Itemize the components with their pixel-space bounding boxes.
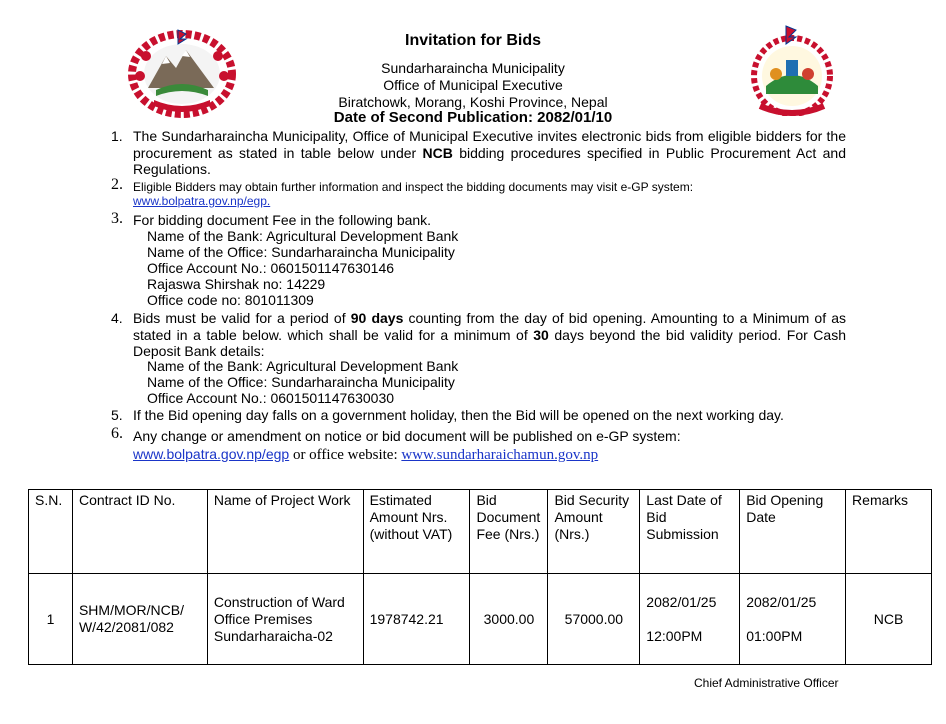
item-number: 5. [111,407,123,423]
item-number: 3. [111,210,123,227]
deposit-bank-line: Name of the Bank: Agricultural Development Bank [147,358,459,374]
column-header: Contract ID No. [72,490,207,574]
item-number: 4. [111,310,123,326]
address: Biratchowk, Morang, Koshi Province, Nepal [338,94,608,110]
column-header: S.N. [29,490,73,574]
fee-bank-line: Name of the Bank: Agricultural Development Bank [147,228,459,244]
fee-bank-line: Office Account No.: 0601501147630146 [147,260,395,276]
cell-sn: 1 [29,574,73,665]
signature-title: Chief Administrative Officer [694,676,839,690]
column-header: Bid Document Fee (Nrs.) [470,490,548,574]
page-title: Invitation for Bids [405,32,541,49]
cell-last-date: 2082/01/25 12:00PM [640,574,740,665]
item-2-text: Eligible Bidders may obtain further information and inspect the bidding documents may visit e-GP system: www.bolpatra.gov.np/egp. [133,180,694,208]
column-header: Bid Opening Date [740,490,846,574]
item-3-text: For bidding document Fee in the following bank. [133,212,432,228]
bids-table [28,489,932,665]
column-header: Estimated Amount Nrs. (without VAT) [363,490,470,574]
egp-link[interactable]: www.bolpatra.gov.np/egp [133,446,290,462]
fee-bank-line: Office code no: 801011309 [147,292,314,308]
table-row [29,574,932,665]
cell-amount: 1978742.21 [363,574,470,665]
item-number: 6. [111,425,123,442]
item-5-text: If the Bid opening day falls on a government holiday, then the Bid will be opened on the next working day. [133,407,784,423]
item-4-text: Bids must be valid for a period of 90 days counting from the day of bid opening. Amounting to a Minimum of as stated in a table below. which shall be valid for a minimum of 30 days beyond the bid validity period. For Cash Deposit Bank details: [133,310,847,359]
egp-link[interactable]: www.bolpatra.gov.np/egp. [133,194,271,208]
fee-bank-details [147,228,458,308]
municipality-name: Sundarharaincha Municipality [381,60,565,76]
column-header: Bid Security Amount (Nrs.) [548,490,640,574]
cell-contract-id: SHM/MOR/NCB/ W/42/2081/082 [72,574,207,665]
fee-bank-line: Rajaswa Shirshak no: 14229 [147,276,326,292]
deposit-bank-line: Name of the Office: Sundarharaincha Municipality [147,374,455,390]
column-header: Name of Project Work [207,490,363,574]
deposit-bank-line: Office Account No.: 0601501147630030 [147,390,395,406]
cell-doc-fee: 3000.00 [470,574,548,665]
column-header: Remarks [846,490,932,574]
fee-bank-line: Name of the Office: Sundarharaincha Municipality [147,244,455,260]
cell-security: 57000.00 [548,574,640,665]
column-header: Last Date of Bid Submission [640,490,740,574]
office-name: Office of Municipal Executive [383,77,563,93]
item-number: 2. [111,176,123,193]
table-header-row [29,490,932,574]
deposit-bank-details [147,358,458,406]
cell-open-date: 2082/01/25 01:00PM [740,574,846,665]
item-6-text: Any change or amendment on notice or bid document will be published on e-GP system: www.bolpatra.gov.np/egp or office website: www.sundarharaichamun.gov.np [133,428,681,463]
cell-project: Construction of Ward Office Premises Sundarharaicha-02 [207,574,363,665]
office-website-link[interactable]: www.sundarharaichamun.gov.np [401,447,599,463]
item-1-text: The Sundarharaincha Municipality, Office of Municipal Executive invites electronic bids from eligible bidders for the procurement as stated in table below under NCB bidding procedures specified in Public Procurement Act and Regulations. [133,128,846,177]
item-number: 1. [111,128,123,144]
publication-date: Date of Second Publication: 2082/01/10 [333,109,613,126]
cell-remarks: NCB [846,574,932,665]
